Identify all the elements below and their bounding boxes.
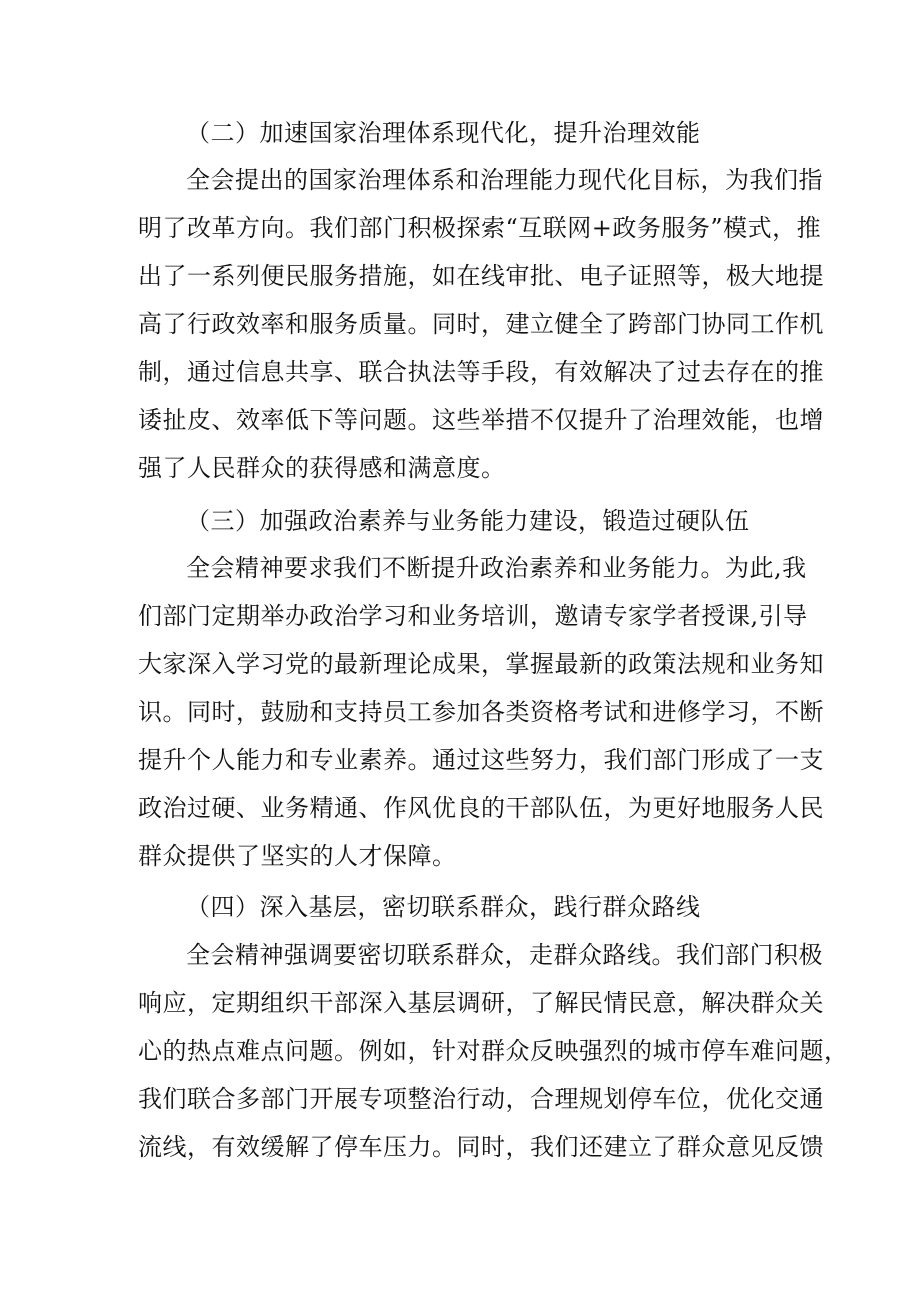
paragraph-line: 高了行政效率和服务质量。同时，建立健全了跨部门协同工作机 [138,310,824,338]
paragraph-line: 流线，有效缓解了停车压力。同时，我们还建立了群众意见反馈 [138,1133,824,1161]
paragraph-line: 大家深入学习党的最新理论成果，掌握最新的政策法规和业务知 [138,650,824,678]
paragraph-line: 全会精神强调要密切联系群众，走群众路线。我们部门积极 [186,941,823,969]
section-heading: （二）加速国家治理体系现代化，提升治理效能 [186,119,701,147]
paragraph-line: 识。同时，鼓励和支持员工参加各类资格考试和进修学习，不断 [138,698,824,726]
paragraph-line: 出了一系列便民服务措施，如在线审批、电子证照等，极大地提 [138,262,824,290]
paragraph-line: 明了改革方向。我们部门积极探索“互联网+政务服务”模式，推 [138,214,822,242]
paragraph-line: 强了人民群众的获得感和满意度。 [138,454,506,482]
paragraph-line: 诿扯皮、效率低下等问题。这些举措不仅提升了治理效能，也增 [138,406,824,434]
paragraph-line: 政治过硬、业务精通、作风优良的干部队伍，为更好地服务人民 [138,794,824,822]
paragraph-line: 群众提供了坚实的人才保障。 [138,842,457,870]
paragraph-line: 心的热点难点问题。例如，针对群众反映强烈的城市停车难问题， [138,1037,849,1065]
paragraph-line: 制，通过信息共享、联合执法等手段，有效解决了过去存在的推 [138,358,824,386]
paragraph-line: 提升个人能力和专业素养。通过这些努力，我们部门形成了一支 [138,746,824,774]
section-heading: （三）加强政治素养与业务能力建设，锻造过硬队伍 [186,507,750,535]
section-heading: （四）深入基层，密切联系群众，践行群众路线 [186,893,701,921]
paragraph-line: 全会提出的国家治理体系和治理能力现代化目标，为我们指 [186,166,823,194]
paragraph-line: 我们联合多部门开展专项整治行动，合理规划停车位，优化交通 [138,1085,824,1113]
paragraph-line: 响应，定期组织干部深入基层调研，了解民情民意，解决群众关 [138,989,824,1017]
paragraph-line: 全会精神要求我们不断提升政治素养和业务能力。为此,我 [186,554,807,582]
paragraph-line: 们部门定期举办政治学习和业务培训，邀请专家学者授课,引导 [138,602,808,630]
